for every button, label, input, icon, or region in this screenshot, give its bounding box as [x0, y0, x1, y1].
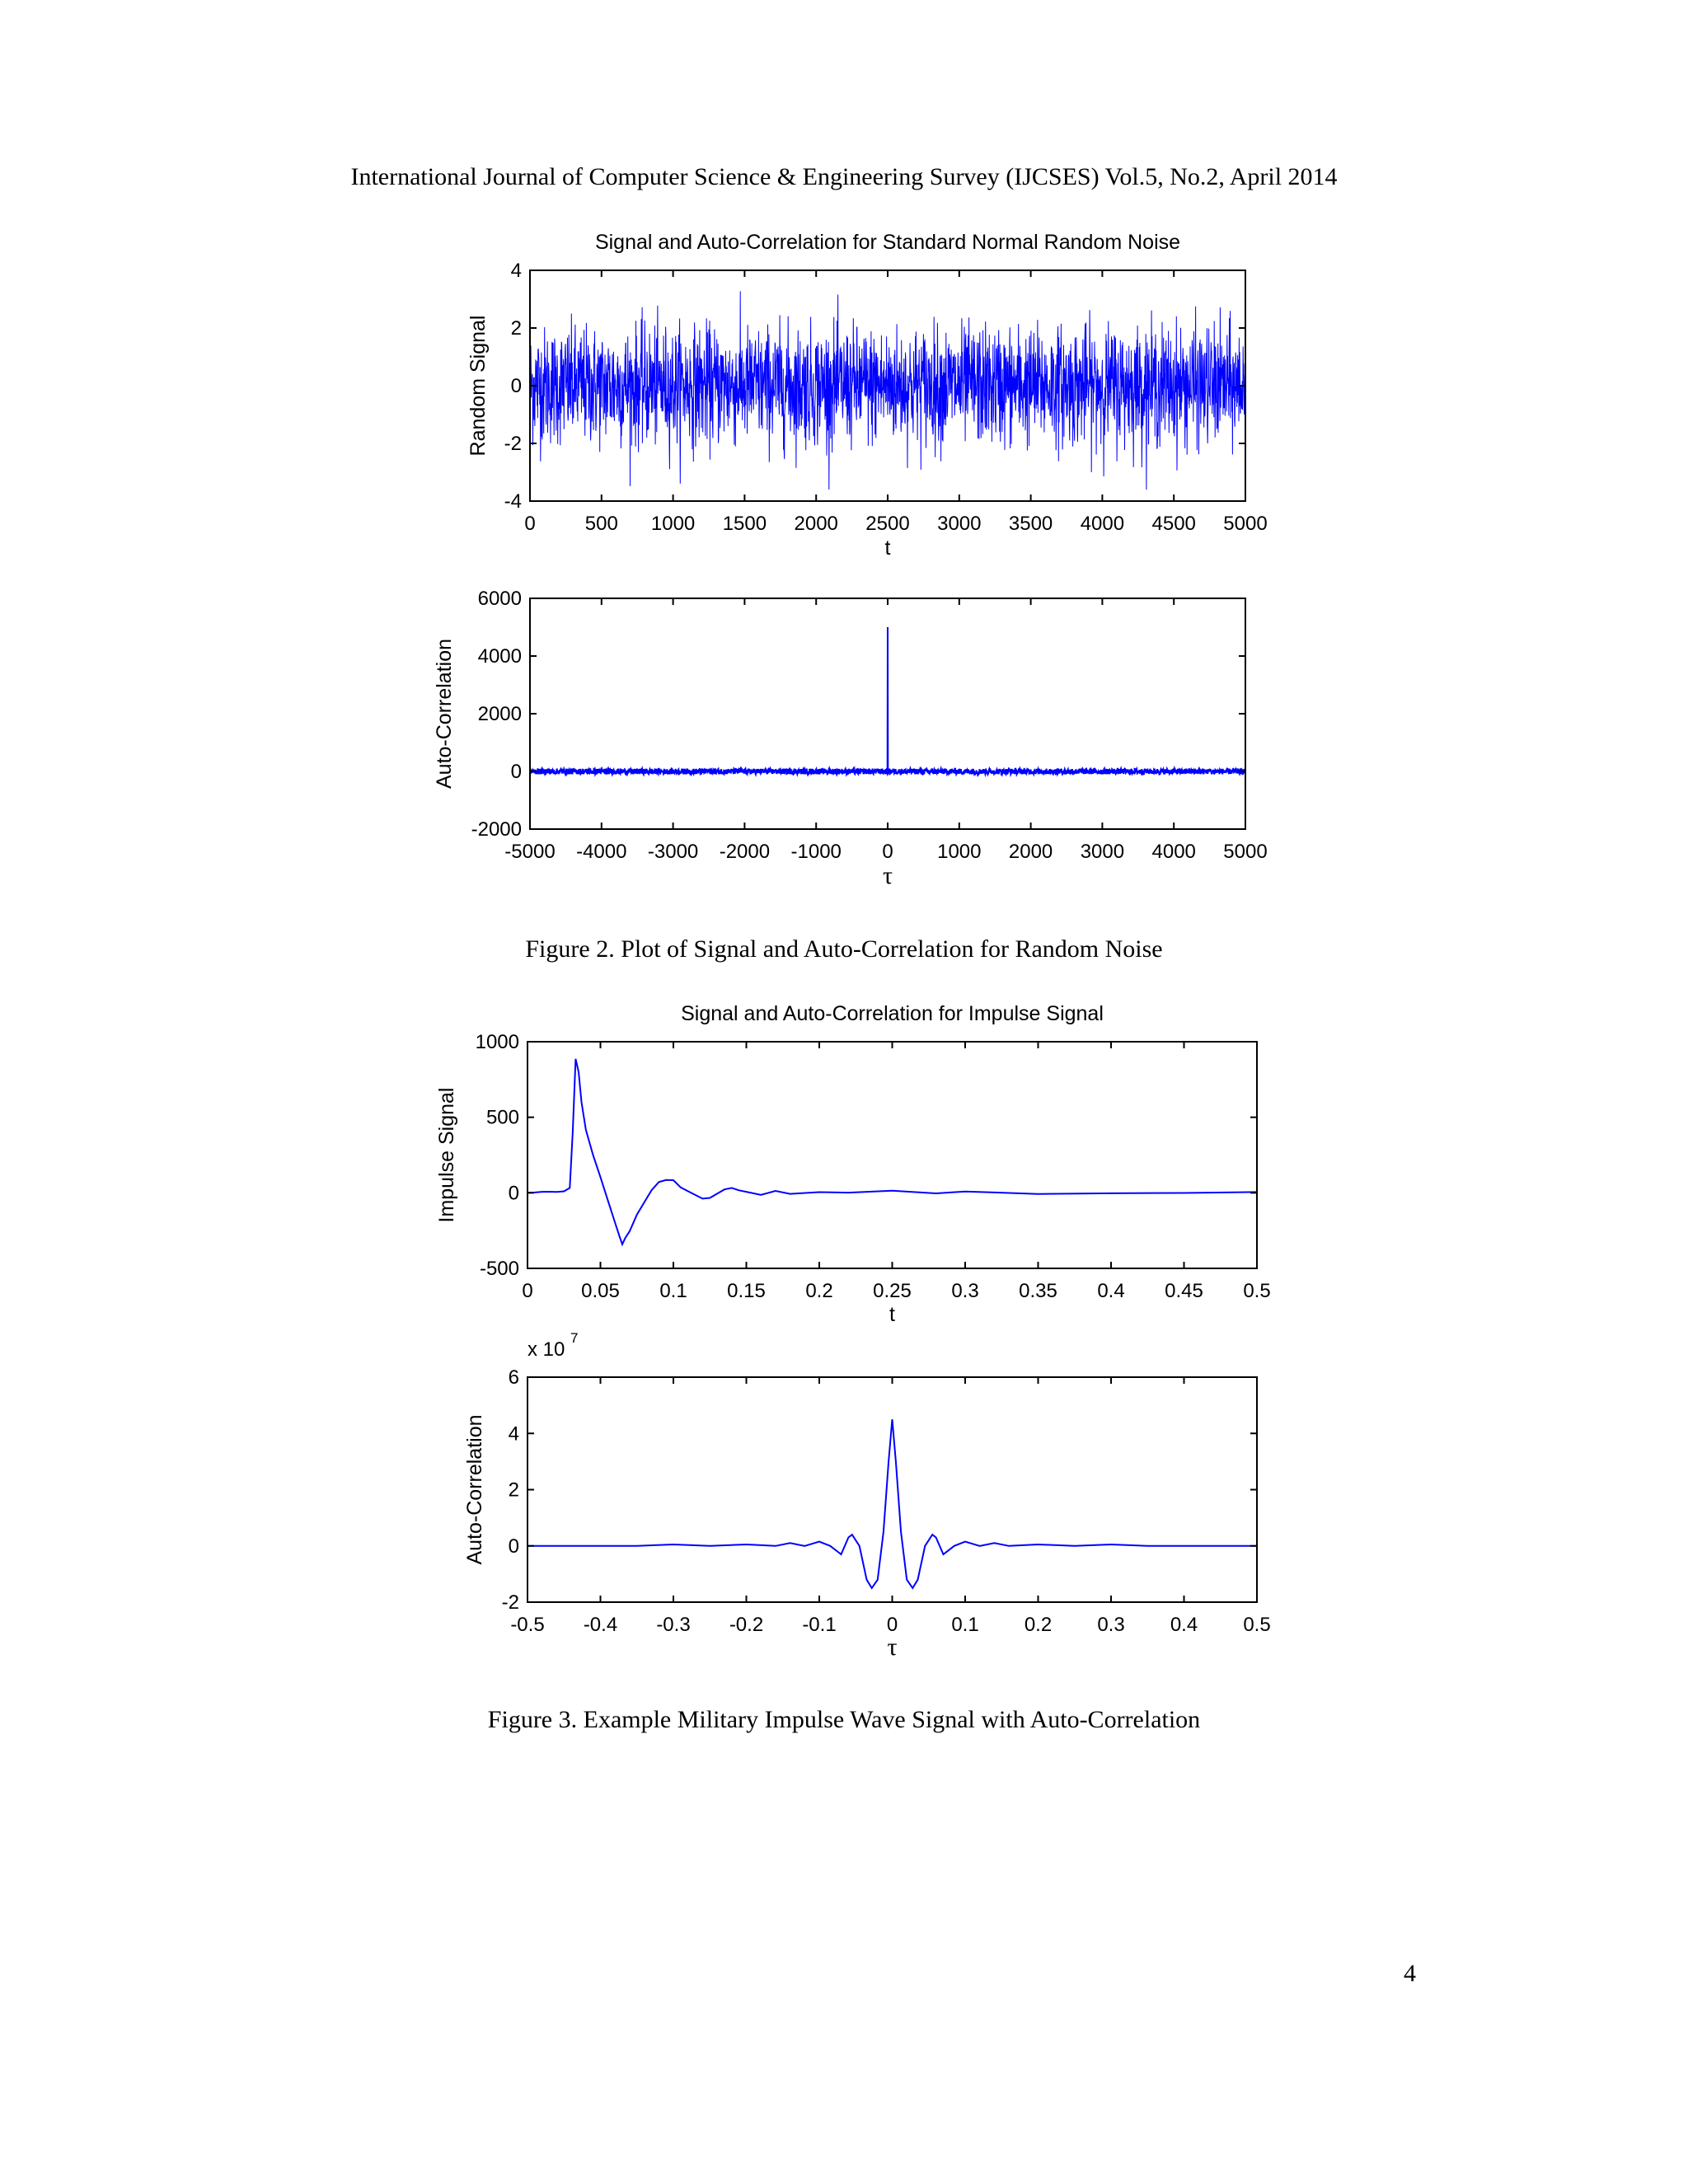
plot-4 [463, 1330, 1271, 1661]
x-tick-label: 2000 [1008, 841, 1053, 863]
x-tick-label: 0 [882, 841, 893, 863]
y-tick-label: 2000 [477, 703, 522, 725]
y-tick-label: 0 [510, 375, 522, 397]
x-tick-label: -0.1 [802, 1614, 837, 1636]
x-tick-label: 0.3 [1097, 1614, 1125, 1636]
x-tick-label: 0.1 [951, 1614, 979, 1636]
x-axis-label: t [889, 1303, 895, 1326]
x-tick-label: 4000 [1080, 513, 1125, 535]
x-tick-label: 0.45 [1165, 1280, 1203, 1302]
y-tick-label: -500 [479, 1258, 519, 1280]
y-tick-label: -2 [504, 433, 522, 455]
x-tick-label: 3500 [1008, 513, 1053, 535]
x-tick-label: -3000 [647, 841, 699, 863]
x-tick-label: 0.4 [1097, 1280, 1125, 1302]
x-tick-label: 0.2 [805, 1280, 833, 1302]
x-tick-label: 0.2 [1024, 1614, 1053, 1636]
y-axis-label: Random Signal [467, 315, 490, 457]
x-tick-label: 0.3 [951, 1280, 979, 1302]
x-tick-label: -1000 [790, 841, 842, 863]
y-axis-label: Auto-Correlation [463, 1414, 486, 1565]
x-tick-label: 0.4 [1170, 1614, 1198, 1636]
x-tick-label: 0.5 [1243, 1614, 1271, 1636]
series-line [530, 627, 1245, 775]
journal-header: International Journal of Computer Science & Engineering Survey (IJCSES) Vol.5, No.2, April 2014 [350, 163, 1338, 190]
x-tick-label: 1500 [722, 513, 767, 535]
plot-2 [433, 588, 1268, 889]
plot-3 [435, 1002, 1271, 1326]
x-tick-label: -0.2 [729, 1614, 764, 1636]
x-tick-label: 500 [584, 513, 618, 535]
axes-frame [528, 1377, 1257, 1602]
axes-frame [528, 1042, 1257, 1268]
y-tick-label: 1000 [475, 1031, 519, 1053]
y-tick-label: 0 [508, 1182, 519, 1205]
x-tick-label: -4000 [576, 841, 627, 863]
x-tick-label: 0.35 [1019, 1280, 1057, 1302]
y-tick-label: 2 [510, 317, 522, 340]
y-axis-label: Impulse Signal [435, 1087, 458, 1223]
series-line [530, 291, 1245, 490]
x-tick-label: 0.1 [659, 1280, 687, 1302]
figure3-caption: Figure 3. Example Military Impulse Wave Signal with Auto-Correlation [487, 1706, 1201, 1733]
x-tick-label: 1000 [650, 513, 696, 535]
y-tick-label: 0 [508, 1535, 519, 1558]
x-tick-label: 2500 [865, 513, 910, 535]
x-tick-label: 0.5 [1243, 1280, 1271, 1302]
series-line [528, 1419, 1257, 1588]
x-tick-label: 0 [522, 1280, 533, 1302]
x-tick-label: -0.5 [510, 1614, 545, 1636]
y-tick-label: 4000 [477, 645, 522, 668]
y-tick-label: 2 [508, 1479, 519, 1502]
page-number: 4 [1404, 1960, 1416, 1987]
x-tick-label: 5000 [1223, 513, 1268, 535]
x-tick-label: 3000 [937, 513, 982, 535]
x-tick-label: 3000 [1080, 841, 1125, 863]
chart-title: Signal and Auto-Correlation for Impulse Signal [681, 1002, 1104, 1025]
x-axis-label: τ [887, 1633, 898, 1661]
plot-1 [467, 231, 1268, 560]
y-tick-label: 6000 [477, 588, 522, 610]
figure2-caption: Figure 2. Plot of Signal and Auto-Correlation for Random Noise [525, 935, 1163, 963]
axis-multiplier: x 10 [528, 1338, 565, 1361]
y-tick-label: -4 [504, 490, 522, 513]
x-tick-label: 1000 [937, 841, 982, 863]
x-tick-label: 5000 [1223, 841, 1268, 863]
x-tick-label: 0 [524, 513, 536, 535]
x-tick-label: 0.15 [727, 1280, 766, 1302]
y-tick-label: 4 [510, 260, 522, 282]
y-tick-label: 0 [510, 761, 522, 783]
x-tick-label: 0 [886, 1614, 898, 1636]
series-line [528, 1059, 1257, 1244]
y-tick-label: 4 [508, 1422, 519, 1446]
x-tick-label: 0.25 [873, 1280, 912, 1302]
y-tick-label: 6 [508, 1366, 519, 1389]
x-tick-label: 4000 [1151, 841, 1196, 863]
x-axis-label: t [884, 537, 891, 560]
x-tick-label: -0.4 [583, 1614, 618, 1636]
chart-title: Signal and Auto-Correlation for Standard Normal Random Noise [594, 231, 1181, 254]
y-tick-label: -2000 [471, 818, 522, 841]
y-tick-label: -2 [501, 1591, 519, 1614]
x-tick-label: -0.3 [656, 1614, 691, 1636]
y-tick-label: 500 [485, 1106, 519, 1129]
x-tick-label: -2000 [719, 841, 771, 863]
y-axis-label: Auto-Correlation [433, 638, 456, 790]
x-tick-label: -5000 [504, 841, 556, 863]
x-tick-label: 2000 [794, 513, 838, 535]
x-tick-label: 4500 [1151, 513, 1196, 535]
x-tick-label: 0.05 [581, 1280, 620, 1302]
x-axis-label: τ [882, 862, 893, 889]
axis-exponent: 7 [570, 1330, 579, 1346]
